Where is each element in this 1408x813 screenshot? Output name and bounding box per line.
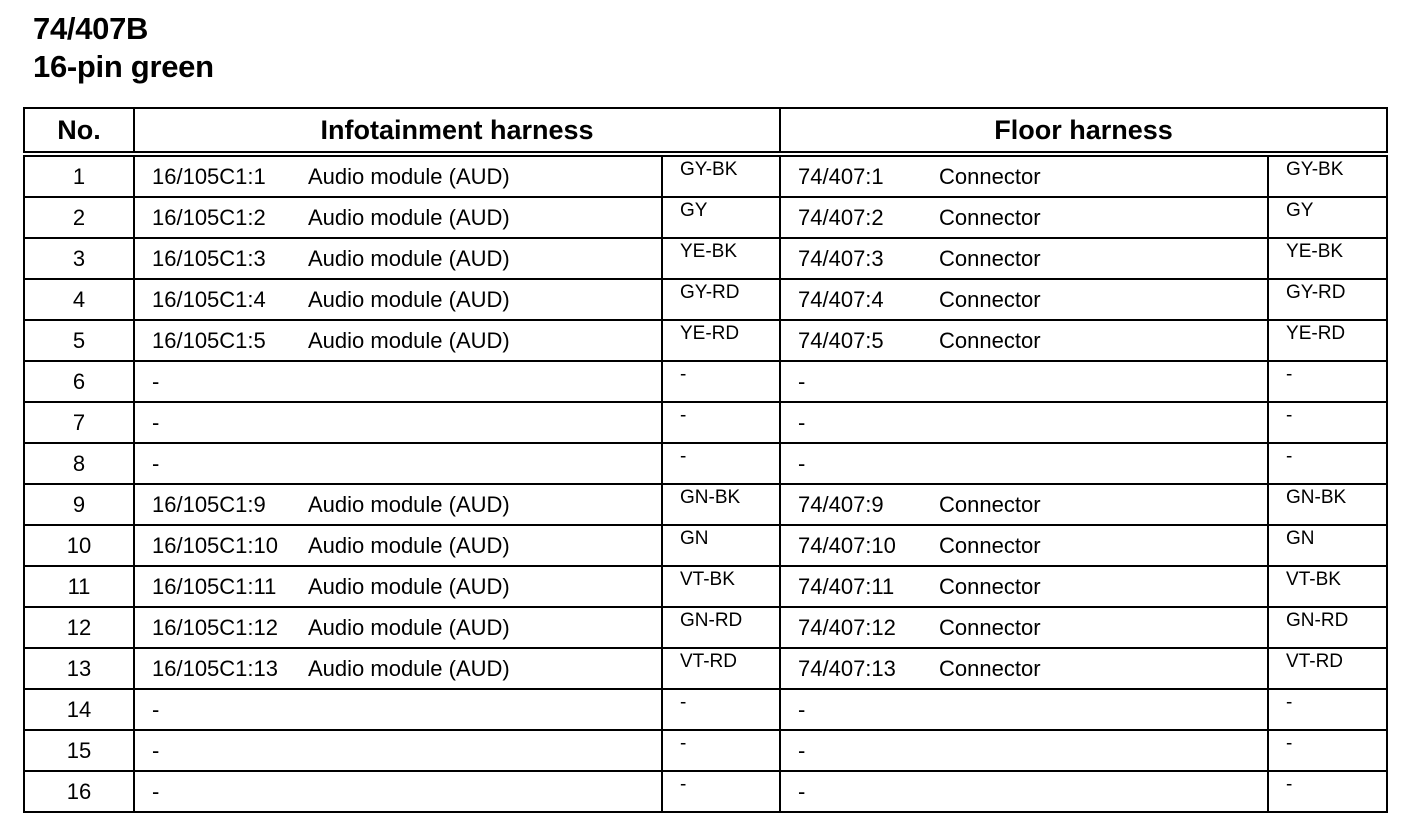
- table-row: [24, 566, 1387, 607]
- infotainment-pin-id: 16/105C1:3: [152, 245, 266, 271]
- table-row: [24, 238, 1387, 279]
- table-row: [24, 525, 1387, 566]
- floor-wire-color: GN-BK: [1268, 484, 1387, 525]
- infotainment-cell: [134, 197, 662, 238]
- infotainment-wire-color: GY-RD: [662, 279, 780, 320]
- floor-component: Connector: [939, 614, 1041, 640]
- floor-component: Connector: [939, 532, 1041, 558]
- floor-cell: [780, 525, 1268, 566]
- table-row: [24, 607, 1387, 648]
- infotainment-wire-color: GN: [662, 525, 780, 566]
- pin-number: 10: [24, 525, 134, 566]
- pin-number: 2: [24, 197, 134, 238]
- infotainment-component: Audio module (AUD): [308, 655, 510, 681]
- infotainment-pin-id: -: [152, 450, 160, 476]
- infotainment-pin-id: 16/105C1:9: [152, 491, 266, 517]
- floor-pin-id: 74/407:4: [798, 286, 884, 312]
- floor-pin-id: -: [798, 409, 806, 435]
- pinout-table: [23, 107, 1388, 813]
- floor-pin-id: 74/407:10: [798, 532, 896, 558]
- pin-number: 7: [24, 402, 134, 443]
- floor-component: Connector: [939, 163, 1041, 189]
- pin-number: 6: [24, 361, 134, 402]
- table-row: [24, 648, 1387, 689]
- floor-pin-id: 74/407:9: [798, 491, 884, 517]
- infotainment-cell: [134, 771, 662, 812]
- floor-cell: [780, 402, 1268, 443]
- floor-wire-color: GN: [1268, 525, 1387, 566]
- infotainment-pin-id: 16/105C1:4: [152, 286, 266, 312]
- floor-pin-id: -: [798, 696, 806, 722]
- floor-cell: [780, 689, 1268, 730]
- pin-number: 16: [24, 771, 134, 812]
- floor-cell: [780, 607, 1268, 648]
- connector-title-block: [33, 10, 214, 86]
- pin-number: 1: [24, 154, 134, 197]
- floor-cell: [780, 197, 1268, 238]
- table-row: [24, 730, 1387, 771]
- table-row: [24, 443, 1387, 484]
- table-header-row: [24, 108, 1387, 154]
- infotainment-component: Audio module (AUD): [308, 327, 510, 353]
- floor-cell: [780, 771, 1268, 812]
- floor-cell: [780, 484, 1268, 525]
- floor-cell: [780, 566, 1268, 607]
- infotainment-cell: [134, 566, 662, 607]
- floor-wire-color: -: [1268, 771, 1387, 812]
- infotainment-pin-id: 16/105C1:12: [152, 614, 278, 640]
- floor-wire-color: YE-BK: [1268, 238, 1387, 279]
- infotainment-wire-color: GY-BK: [662, 154, 780, 197]
- floor-wire-color: YE-RD: [1268, 320, 1387, 361]
- infotainment-wire-color: VT-RD: [662, 648, 780, 689]
- table-row: [24, 689, 1387, 730]
- infotainment-wire-color: -: [662, 402, 780, 443]
- floor-pin-id: 74/407:1: [798, 163, 884, 189]
- pin-number: 4: [24, 279, 134, 320]
- floor-component: Connector: [939, 327, 1041, 353]
- infotainment-cell: [134, 279, 662, 320]
- floor-component: Connector: [939, 286, 1041, 312]
- header-no: No.: [24, 108, 134, 154]
- table-row: [24, 320, 1387, 361]
- infotainment-wire-color: VT-BK: [662, 566, 780, 607]
- infotainment-pin-id: -: [152, 778, 160, 804]
- infotainment-cell: [134, 154, 662, 197]
- infotainment-component: Audio module (AUD): [308, 286, 510, 312]
- table-row: [24, 771, 1387, 812]
- floor-pin-id: 74/407:12: [798, 614, 896, 640]
- table-row: [24, 154, 1387, 197]
- pin-number: 15: [24, 730, 134, 771]
- floor-wire-color: GY: [1268, 197, 1387, 238]
- table-row: [24, 484, 1387, 525]
- floor-pin-id: 74/407:3: [798, 245, 884, 271]
- floor-wire-color: -: [1268, 402, 1387, 443]
- floor-pin-id: -: [798, 368, 806, 394]
- infotainment-wire-color: GY: [662, 197, 780, 238]
- floor-pin-id: 74/407:13: [798, 655, 896, 681]
- connector-id-title: 74/407B: [33, 11, 149, 46]
- table-row: [24, 361, 1387, 402]
- infotainment-wire-color: GN-BK: [662, 484, 780, 525]
- infotainment-cell: [134, 525, 662, 566]
- infotainment-cell: [134, 648, 662, 689]
- floor-component: Connector: [939, 573, 1041, 599]
- infotainment-pin-id: 16/105C1:10: [152, 532, 278, 558]
- floor-cell: [780, 361, 1268, 402]
- infotainment-component: Audio module (AUD): [308, 163, 510, 189]
- infotainment-component: Audio module (AUD): [308, 491, 510, 517]
- infotainment-wire-color: -: [662, 361, 780, 402]
- table-body: [24, 154, 1387, 812]
- infotainment-cell: [134, 443, 662, 484]
- table-row: [24, 197, 1387, 238]
- infotainment-component: Audio module (AUD): [308, 204, 510, 230]
- infotainment-cell: [134, 402, 662, 443]
- pin-number: 13: [24, 648, 134, 689]
- floor-cell: [780, 443, 1268, 484]
- floor-cell: [780, 648, 1268, 689]
- infotainment-component: Audio module (AUD): [308, 614, 510, 640]
- floor-component: Connector: [939, 655, 1041, 681]
- floor-wire-color: -: [1268, 443, 1387, 484]
- floor-wire-color: VT-BK: [1268, 566, 1387, 607]
- pin-number: 14: [24, 689, 134, 730]
- floor-component: Connector: [939, 245, 1041, 271]
- infotainment-wire-color: -: [662, 771, 780, 812]
- floor-pin-id: -: [798, 450, 806, 476]
- infotainment-cell: [134, 238, 662, 279]
- infotainment-pin-id: -: [152, 409, 160, 435]
- pin-number: 11: [24, 566, 134, 607]
- floor-pin-id: 74/407:2: [798, 204, 884, 230]
- infotainment-pin-id: 16/105C1:2: [152, 204, 266, 230]
- floor-pin-id: -: [798, 778, 806, 804]
- infotainment-wire-color: YE-BK: [662, 238, 780, 279]
- pin-number: 8: [24, 443, 134, 484]
- infotainment-component: Audio module (AUD): [308, 573, 510, 599]
- floor-component: Connector: [939, 491, 1041, 517]
- infotainment-cell: [134, 361, 662, 402]
- pin-number: 9: [24, 484, 134, 525]
- infotainment-pin-id: 16/105C1:5: [152, 327, 266, 353]
- floor-wire-color: GY-BK: [1268, 154, 1387, 197]
- floor-pin-id: 74/407:11: [798, 573, 895, 599]
- infotainment-cell: [134, 730, 662, 771]
- infotainment-wire-color: GN-RD: [662, 607, 780, 648]
- infotainment-component: Audio module (AUD): [308, 245, 510, 271]
- floor-component: Connector: [939, 204, 1041, 230]
- connector-description: 16-pin green: [33, 49, 214, 84]
- floor-cell: [780, 730, 1268, 771]
- infotainment-pin-id: -: [152, 368, 160, 394]
- floor-wire-color: -: [1268, 689, 1387, 730]
- infotainment-cell: [134, 607, 662, 648]
- table-row: [24, 279, 1387, 320]
- table-row: [24, 402, 1387, 443]
- floor-pin-id: -: [798, 737, 806, 763]
- floor-wire-color: GN-RD: [1268, 607, 1387, 648]
- infotainment-cell: [134, 320, 662, 361]
- floor-wire-color: GY-RD: [1268, 279, 1387, 320]
- infotainment-wire-color: -: [662, 443, 780, 484]
- header-infotainment-harness: Infotainment harness: [134, 108, 780, 154]
- floor-pin-id: 74/407:5: [798, 327, 884, 353]
- header-floor-harness: Floor harness: [780, 108, 1387, 154]
- floor-cell: [780, 154, 1268, 197]
- floor-wire-color: -: [1268, 361, 1387, 402]
- infotainment-cell: [134, 689, 662, 730]
- infotainment-wire-color: -: [662, 730, 780, 771]
- floor-wire-color: -: [1268, 730, 1387, 771]
- infotainment-component: Audio module (AUD): [308, 532, 510, 558]
- infotainment-pin-id: -: [152, 696, 160, 722]
- infotainment-cell: [134, 484, 662, 525]
- floor-cell: [780, 279, 1268, 320]
- floor-cell: [780, 238, 1268, 279]
- floor-wire-color: VT-RD: [1268, 648, 1387, 689]
- infotainment-pin-id: 16/105C1:11: [152, 573, 277, 599]
- infotainment-pin-id: 16/105C1:13: [152, 655, 278, 681]
- infotainment-pin-id: 16/105C1:1: [152, 163, 266, 189]
- floor-cell: [780, 320, 1268, 361]
- pin-number: 3: [24, 238, 134, 279]
- infotainment-wire-color: YE-RD: [662, 320, 780, 361]
- infotainment-pin-id: -: [152, 737, 160, 763]
- infotainment-wire-color: -: [662, 689, 780, 730]
- pin-number: 12: [24, 607, 134, 648]
- pin-number: 5: [24, 320, 134, 361]
